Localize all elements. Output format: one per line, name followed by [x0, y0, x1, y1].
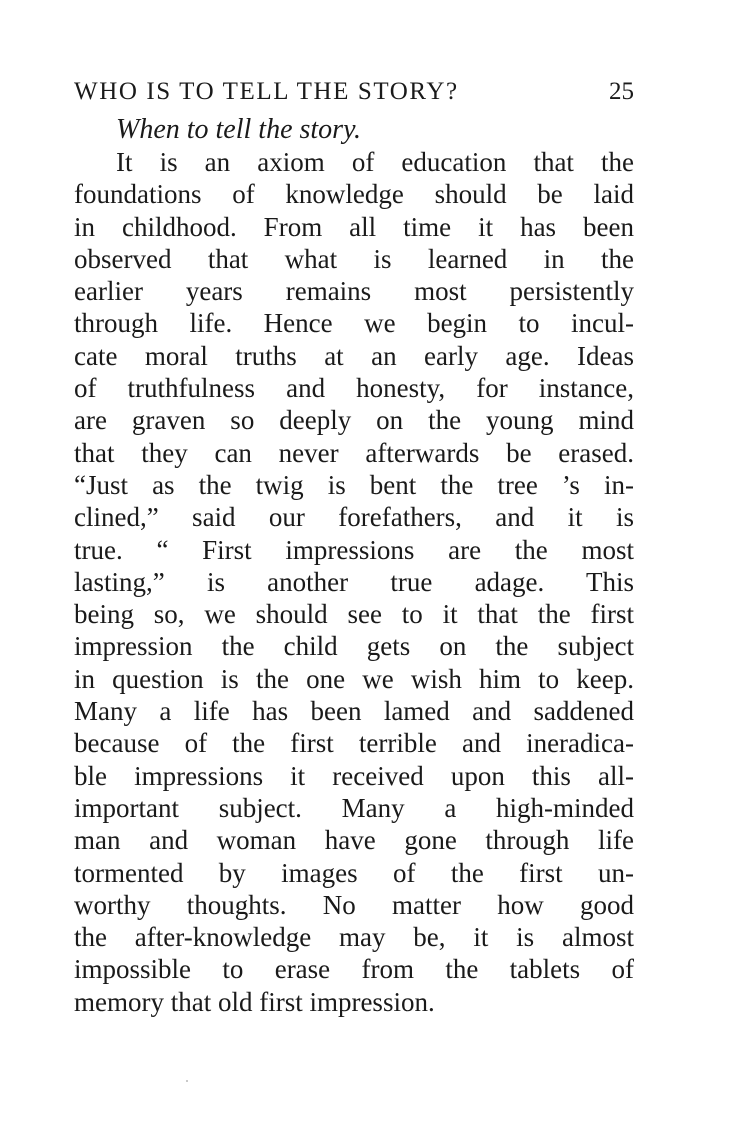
text-line: are graven so deeply on the young mind	[74, 405, 634, 436]
text-line: in childhood. From all time it has been	[74, 211, 634, 242]
text-line: because of the first terrible and ineradica-	[74, 728, 634, 759]
text-line: clined,” said our forefathers, and it is	[74, 502, 634, 533]
text-line: foundations of knowledge should be laid	[74, 179, 634, 210]
paper-speck	[186, 1080, 188, 1082]
section-heading: When to tell the story.	[116, 114, 361, 145]
book-page	[74, 70, 634, 1018]
text-line: “Just as the twig is bent the tree ’s in-	[74, 469, 634, 500]
running-head-title: WHO IS TO TELL THE STORY?	[74, 78, 459, 105]
text-line: ble impressions it received upon this all-	[74, 760, 634, 791]
text-line: tormented by images of the first un-	[74, 857, 634, 888]
page-number: 25	[609, 78, 634, 105]
text-line: man and woman have gone through life	[74, 825, 634, 856]
text-line: of truthfulness and honesty, for instance,	[74, 373, 634, 404]
text-line: in question is the one we wish him to keep.	[74, 663, 634, 694]
text-line: observed that what is learned in the	[74, 243, 634, 274]
text-line: being so, we should see to it that the first	[74, 599, 634, 630]
text-line: memory that old first impression.	[74, 986, 435, 1017]
text-line: through life. Hence we begin to incul-	[74, 308, 634, 339]
text-line: worthy thoughts. No matter how good	[74, 889, 634, 920]
text-line: lasting,” is another true adage. This	[74, 566, 634, 597]
running-head	[74, 70, 634, 114]
text-line: the after-knowledge may be, it is almost	[74, 922, 634, 953]
text-line: It is an axiom of education that the	[116, 147, 634, 177]
text-line: important subject. Many a high-minded	[74, 792, 634, 823]
text-line: true. “ First impressions are the most	[74, 534, 634, 565]
text-line: earlier years remains most persistently	[74, 276, 634, 307]
text-line: that they can never afterwards be erased.	[74, 437, 634, 468]
text-line: Many a life has been lamed and saddened	[74, 696, 634, 727]
body-paragraph	[74, 146, 634, 1018]
text-line: cate moral truths at an early age. Ideas	[74, 340, 634, 371]
text-line: impression the child gets on the subject	[74, 631, 634, 662]
text-line: impossible to erase from the tablets of	[74, 954, 634, 985]
